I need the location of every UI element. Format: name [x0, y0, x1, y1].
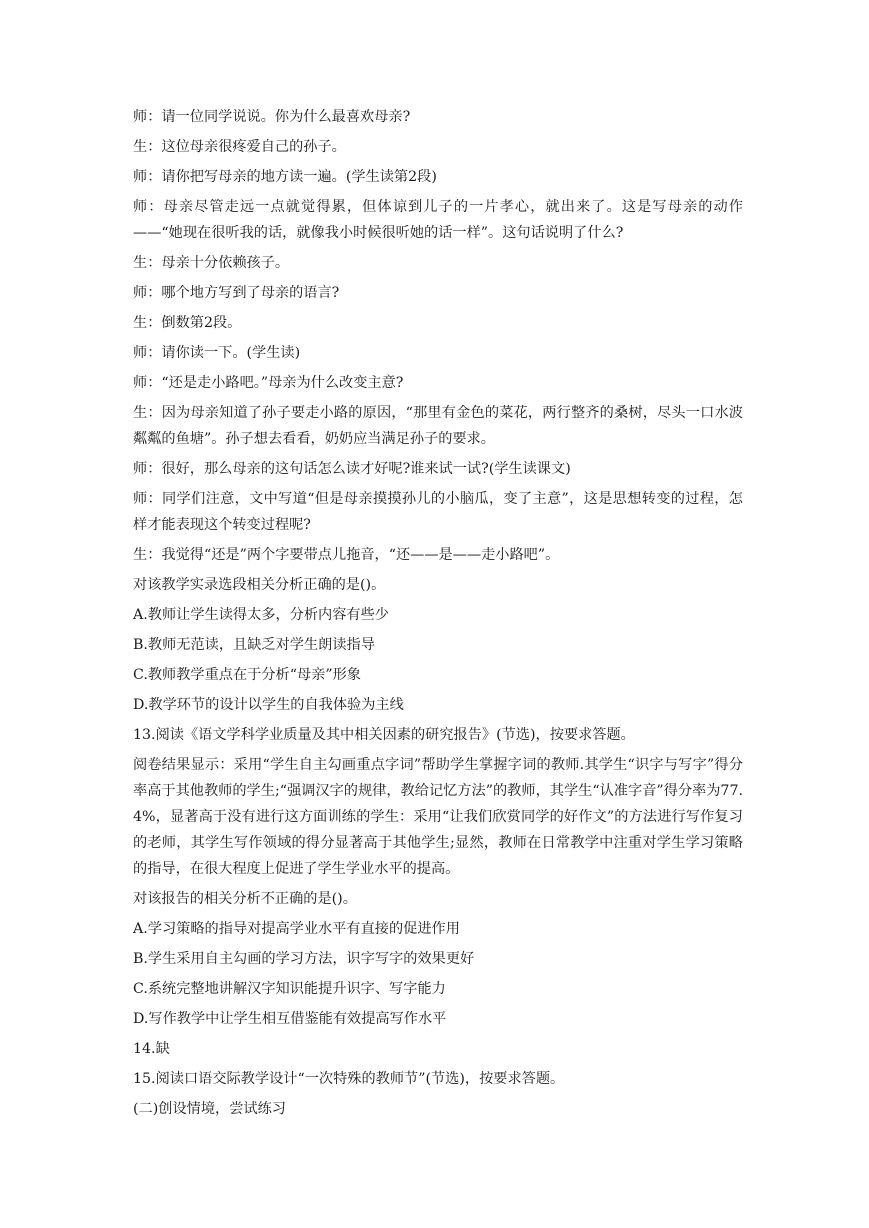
section-heading: (二)创设情境，尝试练习	[133, 1101, 286, 1117]
answer-option: C.系统完整地讲解汉字知识能提升识字、写字能力	[133, 981, 446, 997]
answer-option: B.教师无范读，且缺乏对学生朗读指导	[133, 637, 375, 653]
answer-option: A.教师让学生读得太多，分析内容有些少	[133, 607, 389, 623]
question-heading: 13.阅读《语文学科学业质量及其中相关因素的研究报告》(节选)，按要求答题。	[133, 727, 635, 743]
answer-option: A.学习策略的指导对提高学业水平有直接的促进作用	[133, 921, 460, 937]
dialogue-line: 师：请你读一下。(学生读)	[133, 345, 301, 361]
dialogue-line: 师：“还是走小路吧。”母亲为什么改变主意?	[133, 375, 404, 391]
answer-option: D.写作教学中让学生相互借鉴能有效提高写作水平	[133, 1011, 447, 1027]
answer-option: B.学生采用自主勾画的学习方法，识字写字的效果更好	[133, 951, 475, 967]
dialogue-line: 生：倒数第2段。	[133, 315, 242, 331]
question-heading: 14.缺	[133, 1041, 170, 1057]
answer-option: D.教学环节的设计以学生的自我体验为主线	[133, 697, 404, 713]
dialogue-line: 生：我觉得“还是”两个字要带点儿拖音，“还——是——走小路吧”。	[133, 547, 560, 563]
dialogue-line: 生：因为母亲知道了孙子要走小路的原因，“那里有金色的菜花，两行整齐的桑树，尽头一口水波粼粼的鱼塘”。孙子想去看看，奶奶应当满足孙子的要求。	[133, 405, 743, 447]
dialogue-line: 师：很好，那么母亲的这句话怎么读才好呢?谁来试一试?(学生读课文)	[133, 461, 571, 477]
dialogue-line: 师：请你把写母亲的地方读一遍。(学生读第2段)	[133, 169, 437, 185]
question-heading: 15.阅读口语交际教学设计“一次特殊的教师节”(节选)，按要求答题。	[133, 1071, 565, 1087]
question-stem: 对该报告的相关分析不正确的是()。	[133, 891, 357, 907]
report-excerpt: 阅卷结果显示：采用“学生自主勾画重点字词”帮助学生掌握字词的教师.其学生“识字与写字”得分率高于其他教师的学生;“强调汉字的规律，教给记忆方法”的教师，其学生“认准字音”得分率为77.4%，显著高于没有进行这方面训练的学生：采用“让我们欣赏同学的好作文”的方法进行写作复习的老师，其学生写作领域的得分显著高于其他学生;显然，教师在日常教学中注重对学生学习策略的指导，在很大程度上促进了学生学业水平的提高。	[133, 757, 743, 877]
dialogue-line: 师：母亲尽管走远一点就觉得累，但体谅到儿子的一片孝心，就出来了。这是写母亲的动作——“她现在很听我的话，就像我小时候很听她的话一样”。这句话说明了什么?	[133, 199, 743, 241]
answer-option: C.教师教学重点在于分析“母亲”形象	[133, 667, 361, 683]
document-body	[133, 104, 743, 1126]
dialogue-line: 师：同学们注意，文中写道“但是母亲摸摸孙儿的小脑瓜，变了主意”，这是思想转变的过程，怎样才能表现这个转变过程呢?	[133, 491, 743, 533]
dialogue-line: 师：请一位同学说说。你为什么最喜欢母亲?	[133, 109, 411, 125]
dialogue-line: 生：母亲十分依赖孩子。	[133, 255, 290, 271]
dialogue-line: 师：哪个地方写到了母亲的语言?	[133, 285, 340, 301]
dialogue-line: 生：这位母亲很疼爱自己的孙子。	[133, 139, 346, 155]
question-stem: 对该教学实录选段相关分析正确的是()。	[133, 577, 386, 593]
